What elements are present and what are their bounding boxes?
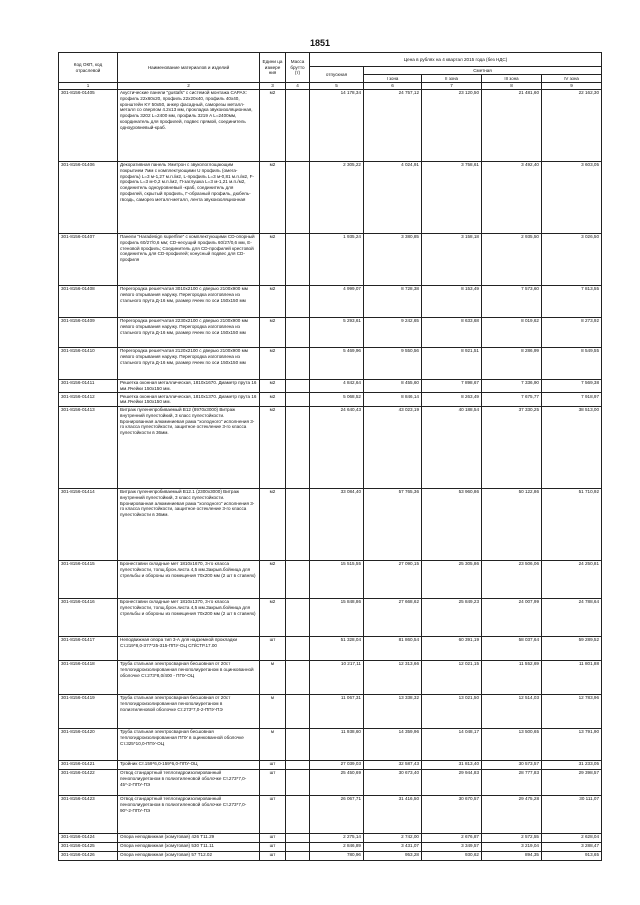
table-row (59, 347, 602, 379)
row-zone-3-price: 50 122,86 (482, 488, 542, 560)
row-name: Отвод стандартный теплогидроизолированный пенополиуретаном в полиэтиленовой оболочке Ст.273*7,0-45*-2-ППУ-ПЭ (118, 769, 260, 795)
row-code: 301-8156-01414 (59, 488, 118, 560)
row-zone-3-price: 894,35 (482, 851, 542, 860)
column-number: 1 (59, 83, 118, 90)
row-release-price: 11 067,31 (310, 694, 364, 728)
row-mass (286, 393, 310, 406)
row-unit: м (260, 660, 286, 694)
row-mass (286, 317, 310, 347)
column-number: 2 (118, 83, 260, 90)
row-zone-4-price: 31 233,05 (542, 760, 602, 769)
row-zone-4-price: 24 788,64 (542, 598, 602, 636)
row-zone-4-price: 8 549,55 (542, 347, 602, 379)
row-zone-3-price: 2 935,50 (482, 233, 542, 285)
row-zone-1-price: 953,28 (364, 851, 422, 860)
row-zone-1-price: 57 765,36 (364, 488, 422, 560)
row-mass (286, 833, 310, 842)
row-unit: шт (260, 769, 286, 795)
row-name: Перегородка решетчатая 2120х2100 с дверью 2100х900 мм левого открывания наружу. Перегородка изготовлена из стального прута Д-16 мм, размер ячеек по оси 150х150 мм (118, 347, 260, 379)
row-mass (286, 598, 310, 636)
row-code: 301-8156-01409 (59, 317, 118, 347)
row-zone-3-price: 12 514,03 (482, 694, 542, 728)
row-zone-3-price: 11 552,69 (482, 660, 542, 694)
header-zone-2: II зона (422, 75, 482, 83)
table-row (59, 393, 602, 406)
header-release: отпускная (310, 67, 364, 83)
column-number: 3 (260, 83, 286, 90)
price-table (58, 52, 602, 861)
row-zone-3-price: 8 019,62 (482, 317, 542, 347)
row-name: Труба стальная электросварная бесшовная от 20ст теплогидроизолированная пенополиуретаном в оцинкованной оболочке Ст.273*8,0/400 - ППУ-ОЦ (118, 660, 260, 694)
row-zone-2-price: 7 898,67 (422, 379, 482, 392)
row-zone-2-price: 8 153,49 (422, 285, 482, 317)
row-zone-4-price: 7 569,38 (542, 379, 602, 392)
column-number: 4 (286, 83, 310, 90)
row-unit: м2 (260, 89, 286, 161)
header-unit: Едини ца измере ния (260, 53, 286, 83)
row-unit: шт (260, 833, 286, 842)
column-number: 9 (542, 83, 602, 90)
row-name: Панели "Haradesign superfine" с комплектующими CD-опорный профиль 60/27/0,6 мм; CD-несущий профиль 60/27/0,6 мм, E-стеновой профиль; Соединитель для CD-профилей крестовой соединитель для CD-профилей; конусный подвес для CD-профиля (118, 233, 260, 285)
row-code: 301-8156-01408 (59, 285, 118, 317)
row-release-price: 51 328,04 (310, 636, 364, 660)
row-code: 301-8156-01421 (59, 760, 118, 769)
row-unit: м (260, 694, 286, 728)
row-zone-4-price: 7 813,55 (542, 285, 602, 317)
row-mass (286, 694, 310, 728)
row-release-price: 25 450,69 (310, 769, 364, 795)
row-unit: шт (260, 851, 286, 860)
row-zone-4-price: 3 026,50 (542, 233, 602, 285)
table-row (59, 833, 602, 842)
row-release-price: 4 999,07 (310, 285, 364, 317)
row-zone-1-price: 32 587,43 (364, 760, 422, 769)
row-code: 301-8156-01419 (59, 694, 118, 728)
row-release-price: 10 217,11 (310, 660, 364, 694)
row-zone-3-price: 58 037,64 (482, 636, 542, 660)
row-mass (286, 488, 310, 560)
row-zone-3-price: 30 573,57 (482, 760, 542, 769)
row-unit: шт (260, 760, 286, 769)
row-name: Бронеставни складные мет 1810х1370, 3-го класса пулестойкости, толщ.брон.листа 4,5 мм.Закрыв.бойница для стрельбы и обороны из помещения 70х200 мм (2 шт в ставнях) (118, 598, 260, 636)
row-zone-3-price: 13 500,65 (482, 728, 542, 760)
row-zone-2-price: 53 960,86 (422, 488, 482, 560)
row-code: 301-8156-01423 (59, 795, 118, 833)
page-number: 1851 (309, 38, 331, 48)
row-zone-4-price: 12 783,96 (542, 694, 602, 728)
row-zone-3-price: 29 475,28 (482, 795, 542, 833)
row-zone-2-price: 60 391,19 (422, 636, 482, 660)
row-unit: м2 (260, 406, 286, 488)
row-zone-4-price: 913,65 (542, 851, 602, 860)
header-name: Наименование материалов и изделий (118, 53, 260, 83)
row-name: Неподвижная опора тип 3-А для надземной прокладки Ст.219*8,0-377*25-315-ППУ-ОЦ СП/СТР.17.00 (118, 636, 260, 660)
row-zone-2-price: 8 263,49 (422, 393, 482, 406)
row-mass (286, 285, 310, 317)
table-row (59, 728, 602, 760)
row-zone-3-price: 3 492,40 (482, 161, 542, 233)
row-release-price: 26 067,71 (310, 795, 364, 833)
row-code: 301-8156-01415 (59, 560, 118, 598)
row-unit: шт (260, 842, 286, 851)
header-estimate: Сметная (364, 67, 602, 75)
table-row (59, 795, 602, 833)
table-row (59, 660, 602, 694)
header-code: Код ОКП, код отраслевой (59, 53, 118, 83)
row-mass (286, 406, 310, 488)
row-zone-4-price: 30 111,07 (542, 795, 602, 833)
row-zone-2-price: 13 021,50 (422, 694, 482, 728)
row-unit: м (260, 728, 286, 760)
row-zone-3-price: 24 007,99 (482, 598, 542, 636)
row-name: Труба стальная электросварная бесшовная теплогидроизолированная ППУ в оцинкованной оболочке Ст.325*10,0-ППУ-ОЦ (118, 728, 260, 760)
row-unit: м2 (260, 598, 286, 636)
row-zone-1-price: 8 846,14 (364, 393, 422, 406)
row-name: Решетка оконная металлическая, 1810х1370. Диаметр прута 16 мм.Ячейки 150х150 мм. (118, 393, 260, 406)
row-zone-4-price: 13 791,90 (542, 728, 602, 760)
row-release-price: 5 293,61 (310, 317, 364, 347)
row-zone-1-price: 13 338,32 (364, 694, 422, 728)
row-mass (286, 760, 310, 769)
row-release-price: 2 275,14 (310, 833, 364, 842)
row-release-price: 15 515,55 (310, 560, 364, 598)
row-zone-2-price: 8 633,68 (422, 317, 482, 347)
row-zone-1-price: 31 416,50 (364, 795, 422, 833)
table-row (59, 694, 602, 728)
row-zone-3-price: 28 777,83 (482, 769, 542, 795)
row-mass (286, 636, 310, 660)
row-mass (286, 560, 310, 598)
row-zone-3-price: 21 481,60 (482, 89, 542, 161)
row-zone-3-price: 7 573,60 (482, 285, 542, 317)
row-zone-1-price: 14 359,96 (364, 728, 422, 760)
row-zone-2-price: 25 305,86 (422, 560, 482, 598)
row-zone-2-price: 12 021,15 (422, 660, 482, 694)
row-zone-1-price: 9 550,56 (364, 347, 422, 379)
row-name: Отвод стандартный теплогидроизолированный пенополиуретаном в полиэтиленовой оболочке Ст.273*7,0-90*-2-ППУ-ПЭ (118, 795, 260, 833)
row-zone-2-price: 30 670,57 (422, 795, 482, 833)
row-zone-1-price: 3 431,07 (364, 842, 422, 851)
row-mass (286, 347, 310, 379)
row-code: 301-8156-01411 (59, 379, 118, 392)
row-zone-2-price: 930,62 (422, 851, 482, 860)
row-unit: шт (260, 795, 286, 833)
row-zone-1-price: 30 673,40 (364, 769, 422, 795)
row-zone-1-price: 8 728,38 (364, 285, 422, 317)
row-name: Опора неподвижная (хомутовая) 426 Т11.29 (118, 833, 260, 842)
row-code: 301-8156-01406 (59, 161, 118, 233)
row-zone-1-price: 27 090,15 (364, 560, 422, 598)
row-unit: шт (260, 636, 286, 660)
row-unit: м2 (260, 317, 286, 347)
row-name: Акустические панели "gustafs" с системой монтажа САРАХ: профиль 22х60х20, профиль 22х20х40, профиль 40х40, кронштейн KY 50х50, анкер фасадный, саморезы металл-металл со сверлом 4.2х13 мм, прокладка звукоизоляционная, профиль 3202 L=2400 мм, профиль 3219 A L=2400мм, координатель для профилей, подвес прямой, соединитель одноуровневый-краб. (118, 89, 260, 161)
table-row (59, 560, 602, 598)
row-zone-2-price: 3 349,57 (422, 842, 482, 851)
row-name: Решетка оконная металлическая, 1810х1670. Диаметр прута 16 мм.Ячейки 150х150 мм. (118, 379, 260, 392)
row-zone-4-price: 3 603,05 (542, 161, 602, 233)
row-release-price: 5 068,52 (310, 393, 364, 406)
row-unit: м2 (260, 285, 286, 317)
column-number: 6 (364, 83, 422, 90)
row-zone-1-price: 81 860,54 (364, 636, 422, 660)
header-zone-3: III зона (482, 75, 542, 83)
row-zone-4-price: 11 801,88 (542, 660, 602, 694)
row-zone-2-price: 8 921,51 (422, 347, 482, 379)
header-zone-1: I зона (364, 75, 422, 83)
row-zone-3-price: 2 572,55 (482, 833, 542, 842)
row-zone-3-price: 7 336,90 (482, 379, 542, 392)
row-zone-3-price: 37 330,25 (482, 406, 542, 488)
row-code: 301-8156-01420 (59, 728, 118, 760)
header-zone-4: IV зона (542, 75, 602, 83)
row-release-price: 1 935,24 (310, 233, 364, 285)
row-release-price: 27 039,03 (310, 760, 364, 769)
row-code: 301-8156-01425 (59, 842, 118, 851)
row-code: 301-8156-01416 (59, 598, 118, 636)
row-code: 301-8156-01412 (59, 393, 118, 406)
row-release-price: 14 178,34 (310, 89, 364, 161)
table-row (59, 317, 602, 347)
row-release-price: 24 640,43 (310, 406, 364, 488)
row-mass (286, 842, 310, 851)
table-row (59, 406, 602, 488)
row-zone-1-price: 3 380,85 (364, 233, 422, 285)
row-zone-1-price: 8 455,60 (364, 379, 422, 392)
header-price: Цена в рублях на 4 квартал 2015 года (без НДС) (310, 53, 602, 67)
column-number: 8 (482, 83, 542, 90)
table-row (59, 851, 602, 860)
row-code: 301-8156-01418 (59, 660, 118, 694)
row-name: Опора неподвижная (хомутовая) 530 Т11.11 (118, 842, 260, 851)
row-zone-2-price: 3 758,61 (422, 161, 482, 233)
table-row (59, 636, 602, 660)
row-zone-4-price: 29 398,57 (542, 769, 602, 795)
row-release-price: 4 842,64 (310, 379, 364, 392)
table-row (59, 89, 602, 161)
row-zone-3-price: 7 675,77 (482, 393, 542, 406)
table-row (59, 598, 602, 636)
table-row (59, 488, 602, 560)
row-zone-4-price: 8 273,92 (542, 317, 602, 347)
row-zone-4-price: 38 513,00 (542, 406, 602, 488)
row-mass (286, 728, 310, 760)
row-name: Перегородка решетчатая 2230х2100 с дверью 2100х900 мм левого открывания наружу. Перегородка изготовлена из стального прута Д-16 мм, размер ячеек по оси 150х150 мм (118, 317, 260, 347)
row-name: Опора неподвижная (хомутовая) 57 Т12.02 (118, 851, 260, 860)
row-name: Бронеставни складные мет 1810х1670, 3-го класса пулестойкости, толщ.брон.листа 4,5 мм.Закрыв.бойница для стрельбы и обороны из помещения 70х200 мм (2 шт в ставнях) (118, 560, 260, 598)
row-mass (286, 233, 310, 285)
row-mass (286, 89, 310, 161)
row-name: Декоративная панель Умитрон с звукопоглощающим покрытием 7мм с комплектующими U профиль (омега-профиль) L=3 м-1,27 м.п./м2, L-профиль L=3 м-0,81 м.п./м2, F-профиль L=3 м-0,2 м.п./м2, П-заглушка L=3 м-1,21 м.п./м2, соединитель одноуровневый -краб, соединитель для профилей, скрытый профиль, Г-образный профиль, дюбель-гвоздь, саморез металл-металл, лента звукоизоляционная (118, 161, 260, 233)
row-release-price: 33 084,40 (310, 488, 364, 560)
row-zone-4-price: 59 289,52 (542, 636, 602, 660)
row-zone-1-price: 2 742,00 (364, 833, 422, 842)
row-zone-4-price: 3 288,47 (542, 842, 602, 851)
row-zone-2-price: 25 849,23 (422, 598, 482, 636)
row-zone-3-price: 23 506,06 (482, 560, 542, 598)
row-name: Витраж пуленепробиваемый B12.1 (2300х3000) Витраж внутренний пулестойкий, 3 класс пулестойкости. Бронированная алюминиевая рама "холодного" исполнения 3-го класса пулестойкости, защитное остекление 3-го класса пулестойкости в 36мм. (118, 488, 260, 560)
row-zone-1-price: 24 757,12 (364, 89, 422, 161)
row-code: 301-8156-01410 (59, 347, 118, 379)
row-unit: м2 (260, 393, 286, 406)
row-code: 301-8156-01426 (59, 851, 118, 860)
column-number: 5 (310, 83, 364, 90)
row-unit: м2 (260, 161, 286, 233)
row-code: 301-8156-01405 (59, 89, 118, 161)
row-zone-1-price: 9 242,65 (364, 317, 422, 347)
row-zone-2-price: 29 944,83 (422, 769, 482, 795)
row-zone-2-price: 31 813,40 (422, 760, 482, 769)
row-mass (286, 851, 310, 860)
row-zone-4-price: 7 918,97 (542, 393, 602, 406)
row-unit: м2 (260, 347, 286, 379)
row-mass (286, 660, 310, 694)
table-row (59, 842, 602, 851)
row-zone-2-price: 14 048,17 (422, 728, 482, 760)
column-number: 7 (422, 83, 482, 90)
row-name: Витраж пуленепробиваемый B12 (8970х3000) Витраж внутренний пулестойкий, 3 класс пулестойкости. Бронированная алюминиевая рама "холодного" исполнения 3-го класса пулестойкости, защитное остекление 3-го класса пулестойкости в 36мм. (118, 406, 260, 488)
row-release-price: 2 846,89 (310, 842, 364, 851)
table-row (59, 233, 602, 285)
row-zone-4-price: 24 250,81 (542, 560, 602, 598)
table-row (59, 285, 602, 317)
table-row (59, 769, 602, 795)
table-body (59, 89, 602, 860)
row-zone-4-price: 22 162,30 (542, 89, 602, 161)
row-release-price: 15 848,86 (310, 598, 364, 636)
row-unit: м2 (260, 379, 286, 392)
row-release-price: 2 305,22 (310, 161, 364, 233)
row-code: 301-8156-01417 (59, 636, 118, 660)
row-zone-3-price: 8 286,99 (482, 347, 542, 379)
row-code: 301-8156-01422 (59, 769, 118, 795)
row-zone-3-price: 3 219,04 (482, 842, 542, 851)
table-row (59, 379, 602, 392)
row-mass (286, 161, 310, 233)
row-name: Тройник Ст.159*6,0-159*6,0-ППУ-ОЦ (118, 760, 260, 769)
row-zone-2-price: 40 188,54 (422, 406, 482, 488)
row-mass (286, 379, 310, 392)
row-zone-1-price: 43 023,19 (364, 406, 422, 488)
row-mass (286, 769, 310, 795)
row-code: 301-8156-01413 (59, 406, 118, 488)
row-zone-1-price: 4 024,91 (364, 161, 422, 233)
row-unit: м2 (260, 233, 286, 285)
row-unit: м2 (260, 560, 286, 598)
row-zone-4-price: 51 710,92 (542, 488, 602, 560)
row-unit: м2 (260, 488, 286, 560)
row-name: Труба стальная электросварная бесшовная от 20ст теплогидроизолированная пенополиуретаном в полиэтиленовой оболочке Ст.273*7,0-2-ППУ-ПЭ (118, 694, 260, 728)
table-row (59, 760, 602, 769)
table-row (59, 161, 602, 233)
header-mass: Масса брутто (т) (286, 53, 310, 83)
row-zone-1-price: 27 668,62 (364, 598, 422, 636)
row-zone-2-price: 3 158,18 (422, 233, 482, 285)
row-zone-2-price: 23 120,50 (422, 89, 482, 161)
row-zone-4-price: 2 628,04 (542, 833, 602, 842)
row-release-price: 5 469,96 (310, 347, 364, 379)
row-name: Перегородка решетчатая 3010х2100 с дверью 2100х900 мм левого открывания наружу. Перегородка изготовлена из стального прута Д-16 мм, размер ячеек по оси 150х150 мм (118, 285, 260, 317)
row-code: 301-8156-01407 (59, 233, 118, 285)
row-code: 301-8156-01424 (59, 833, 118, 842)
row-release-price: 11 938,60 (310, 728, 364, 760)
row-mass (286, 795, 310, 833)
row-zone-1-price: 12 313,66 (364, 660, 422, 694)
row-zone-2-price: 2 676,87 (422, 833, 482, 842)
row-release-price: 780,96 (310, 851, 364, 860)
